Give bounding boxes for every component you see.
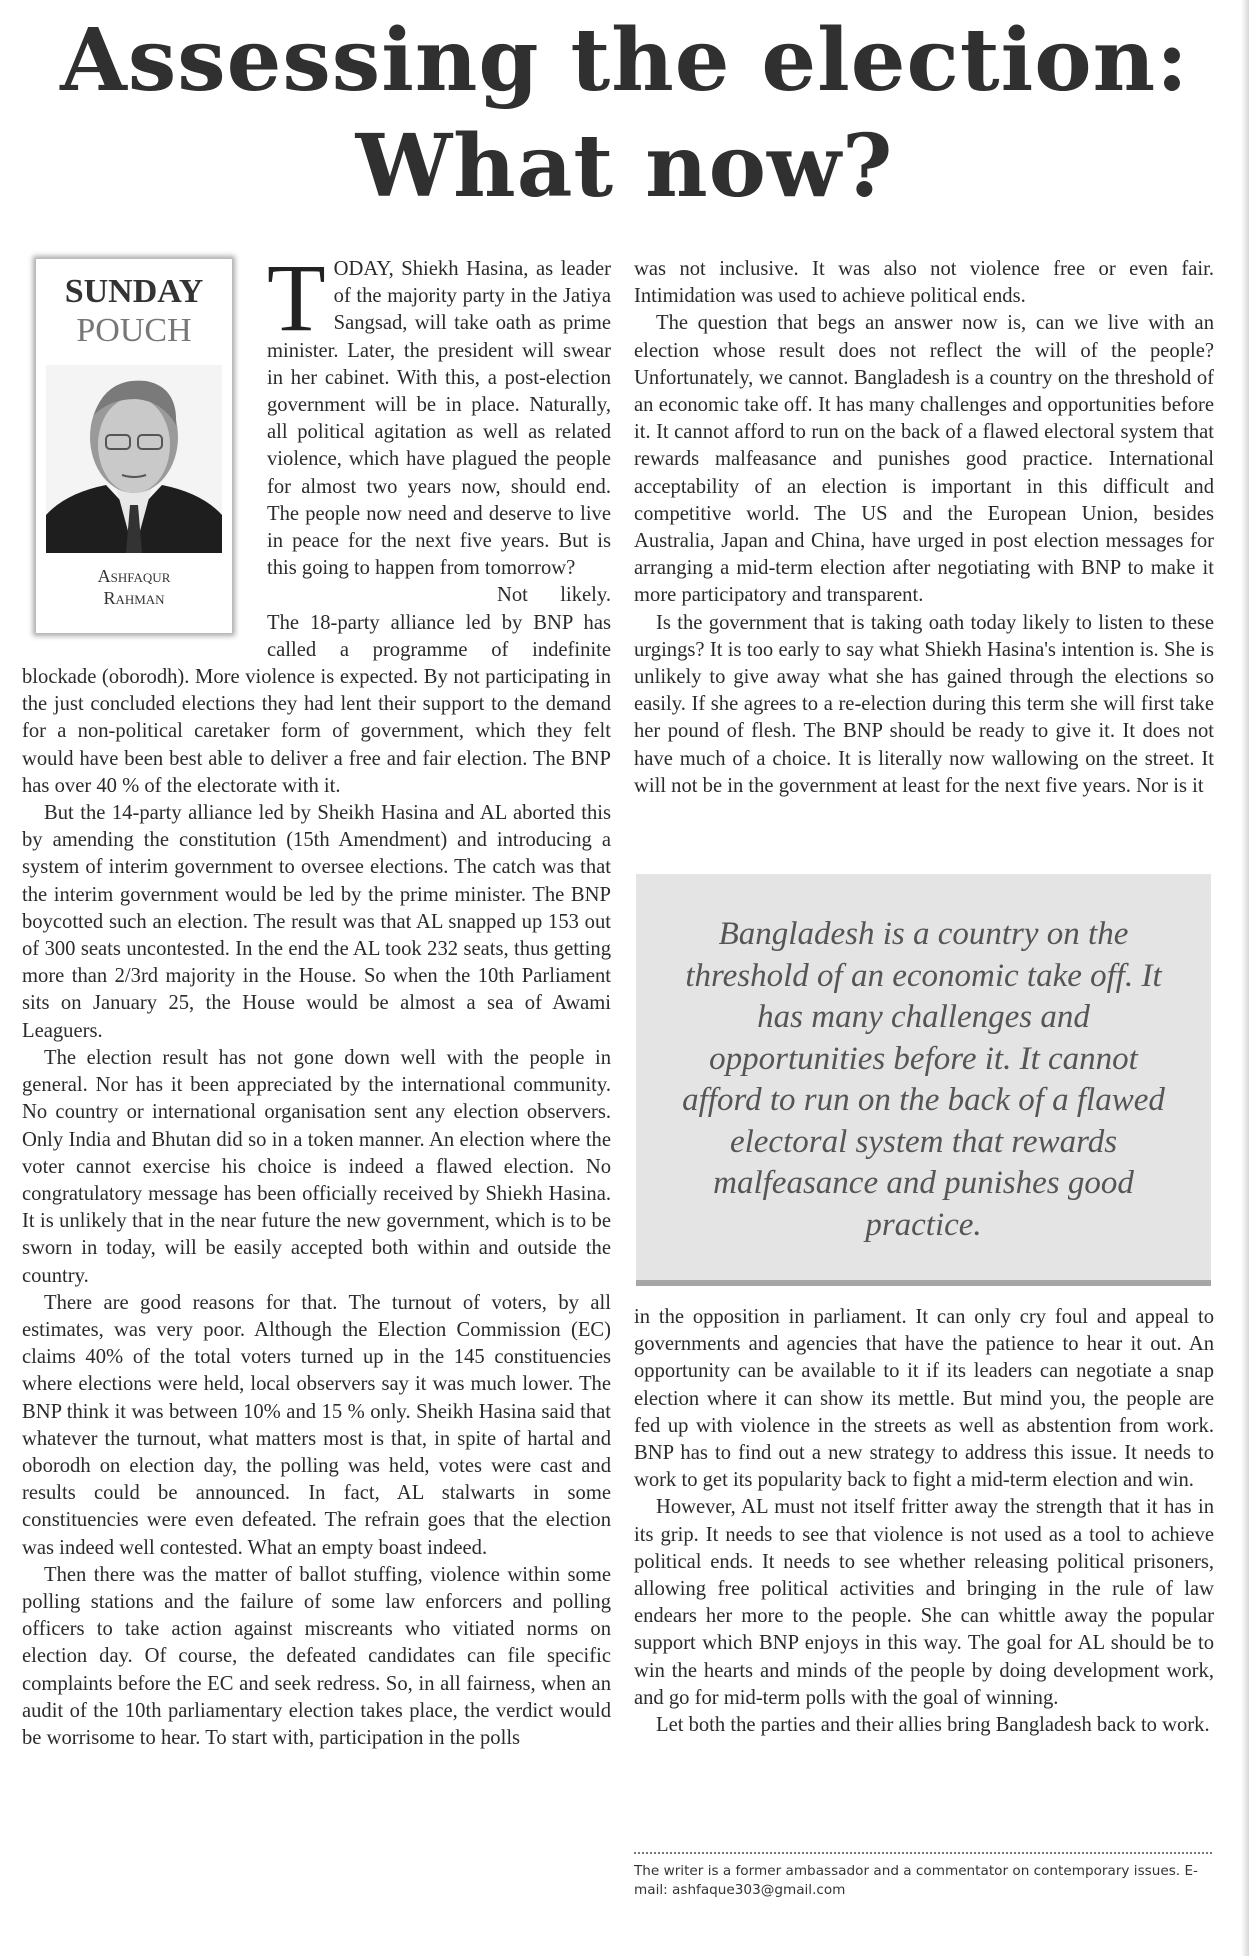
page-edge [1241, 0, 1249, 1956]
paragraph: Is the government that is taking oath today likely to listen to these urgings? It is too early to say what Shiekh Hasina's intention is. She is unlikely to give away what she has gained through the elections so easily. If she agrees to a re-election during this term she will first take her pound of flesh. The BNP should be ready to give it. It does not have much of a choice. It is literally now wallowing on the street. It will not be in the government at least for the next five years. Nor is it [634, 611, 1214, 797]
left-column [22, 244, 611, 1752]
drop-cap: T [267, 244, 326, 351]
paragraph: But the 14-party alliance led by Sheikh Hasina and AL aborted this by amending the constitution (15th Amendment) and introducing a system of interim government to oversee elections. The catch was that the interim government would be led by the prime minister. The BNP boycotted such an election. The result was that AL snapped up 153 out of 300 seats uncontested. In the end the AL took 232 seats, thus getting more than 2/3rd majority in the House. So when the 10th Parliament sits on January 25, the House would be almost a sea of Awami Leaguers. [22, 802, 611, 1042]
column-title-pouch: POUCH [76, 312, 192, 349]
headline-line-1: Assessing the election: [60, 10, 1189, 111]
paragraph: The question that begs an answer now is, can we live with an election whose result does not reflect the will of the people? Unfortunately, we cannot. Bangladesh is a country on the threshold of an economic take off. It has many challenges and opportunities before it. It cannot afford to run on the back of a flawed electoral system that rewards malfeasance and punishes good practice. International acceptability of an election is important in this difficult and competitive world. The US and the European Union, besides Australia, Japan and China, have urged in post election messages for arranging a mid-term election after negotiating with BNP to make it more participatory and transparent. [634, 312, 1214, 607]
paragraph: was not inclusive. It was also not violence free or even fair. Intimidation was used to achieve political ends. [634, 258, 1214, 308]
author-last-name: Rahman [103, 588, 165, 608]
paragraph: However, AL must not itself fritter away the strength that it has in its grip. It needs to see that violence is not used as a tool to achieve political ends. It needs to see whether releasing political prisoners, allowing free political activities and bringing in the rule of law endears her more to the people. She can whittle away the popular support which BNP enjoys in this way. The goal for AL should be to win the hearts and minds of the people by doing development work, and go for mid-term polls with the goal of winning. [634, 1496, 1214, 1709]
author-first-name: Ashfaqur [97, 566, 171, 586]
paragraph: Then there was the matter of ballot stuffing, violence within some polling stations and the failure of some law enforcers and polling officers to take action against miscreants who vitiated norms on election day. Of course, the defeated candidates can file specific complaints before the EC and seek redress. So, in all fairness, when an audit of the 10th parliamentary election takes place, the verdict would be worrisome to hear. To start with, participation in the polls [22, 1563, 611, 1749]
paragraph-text: ODAY, Shiekh Hasina, as leader of the majority party in the Jatiya Sangsad, will take oath as prime minister. Later, the president will swear in her cabinet. With this, a post-election government will be in place. Naturally, all political agitation as well as related violence, which have plagued the people for almost two years now, should end. The people now need and deserve to live in peace for the next five years. But is this going to happen from tomorrow? [267, 258, 611, 580]
paragraph: in the opposition in parliament. It can only cry foul and appeal to governments and agencies that have the patience to hear it out. An opportunity can be available to it if its leaders can negotiate a snap election where it can show its mettle. But mind you, the people are fed up with violence in the streets as well as abstention from work. BNP has to find out a new strategy to address this issue. It needs to work to get its popularity back to fight a mid-term election and win. [634, 1306, 1214, 1492]
right-column-top [634, 256, 1214, 800]
headline-line-2: What now? [355, 116, 894, 217]
author-name [36, 565, 232, 609]
column-logo-box [35, 258, 233, 634]
paragraph: The election result has not gone down well with the people in general. Nor has it been appreciated by the international community. No country or international organisation sent any election observers. Only India and Bhutan did so in a token manner. An election where the voter cannot exercise his choice is indeed a flawed election. No congratulatory message has been officially received by Shiekh Hasina. It is unlikely that in the near future the new government, which is to be sworn in today, will be easily accepted both within and outside the country. [22, 1046, 611, 1287]
column-title-sunday: SUNDAY [64, 273, 204, 310]
author-bio: The writer is a former ambassador and a commentator on contemporary issues. E-mail: ashfaque303@gmail.com [634, 1863, 1198, 1898]
right-column-bottom [634, 1304, 1214, 1739]
pull-quote: Bangladesh is a country on the threshold of an economic take off. It has many challenges and opportunities before it. It cannot afford to run on the back of a flawed electoral system that rewards malfeasance and punishes good practice. [636, 874, 1211, 1286]
footer-divider [634, 1852, 1212, 1854]
paragraph: Not likely. The 18-party alliance led by BNP has called a programme of indefinite blockade (oborodh). More violence is expected. By not participating in the just concluded elections they had lent their support to the demand for a non-political caretaker form of government, which they felt would have been best able to deliver a free and fair election. The BNP has over 40 % of the electorate with it. [22, 584, 611, 797]
author-photo [46, 365, 222, 553]
paragraph: There are good reasons for that. The turnout of voters, by all estimates, was very poor. Although the Election Commission (EC) claims 40% of the total voters turned up in the 145 constituencies where elections were held, local observers say it was much lower. The BNP think it was between 10% and 15 % only. Sheikh Hasina said that whatever the turnout, what matters most is that, in spite of hartal and oborodh on election day, the polling was held, votes were cast and results could be announced. In fact, AL stalwarts in some constituencies were even defeated. The refrain goes that the election was indeed well contested. What an empty boast indeed. [22, 1291, 611, 1559]
paragraph: Let both the parties and their allies bring Bangladesh back to work. [656, 1714, 1210, 1737]
headline [0, 8, 1249, 220]
